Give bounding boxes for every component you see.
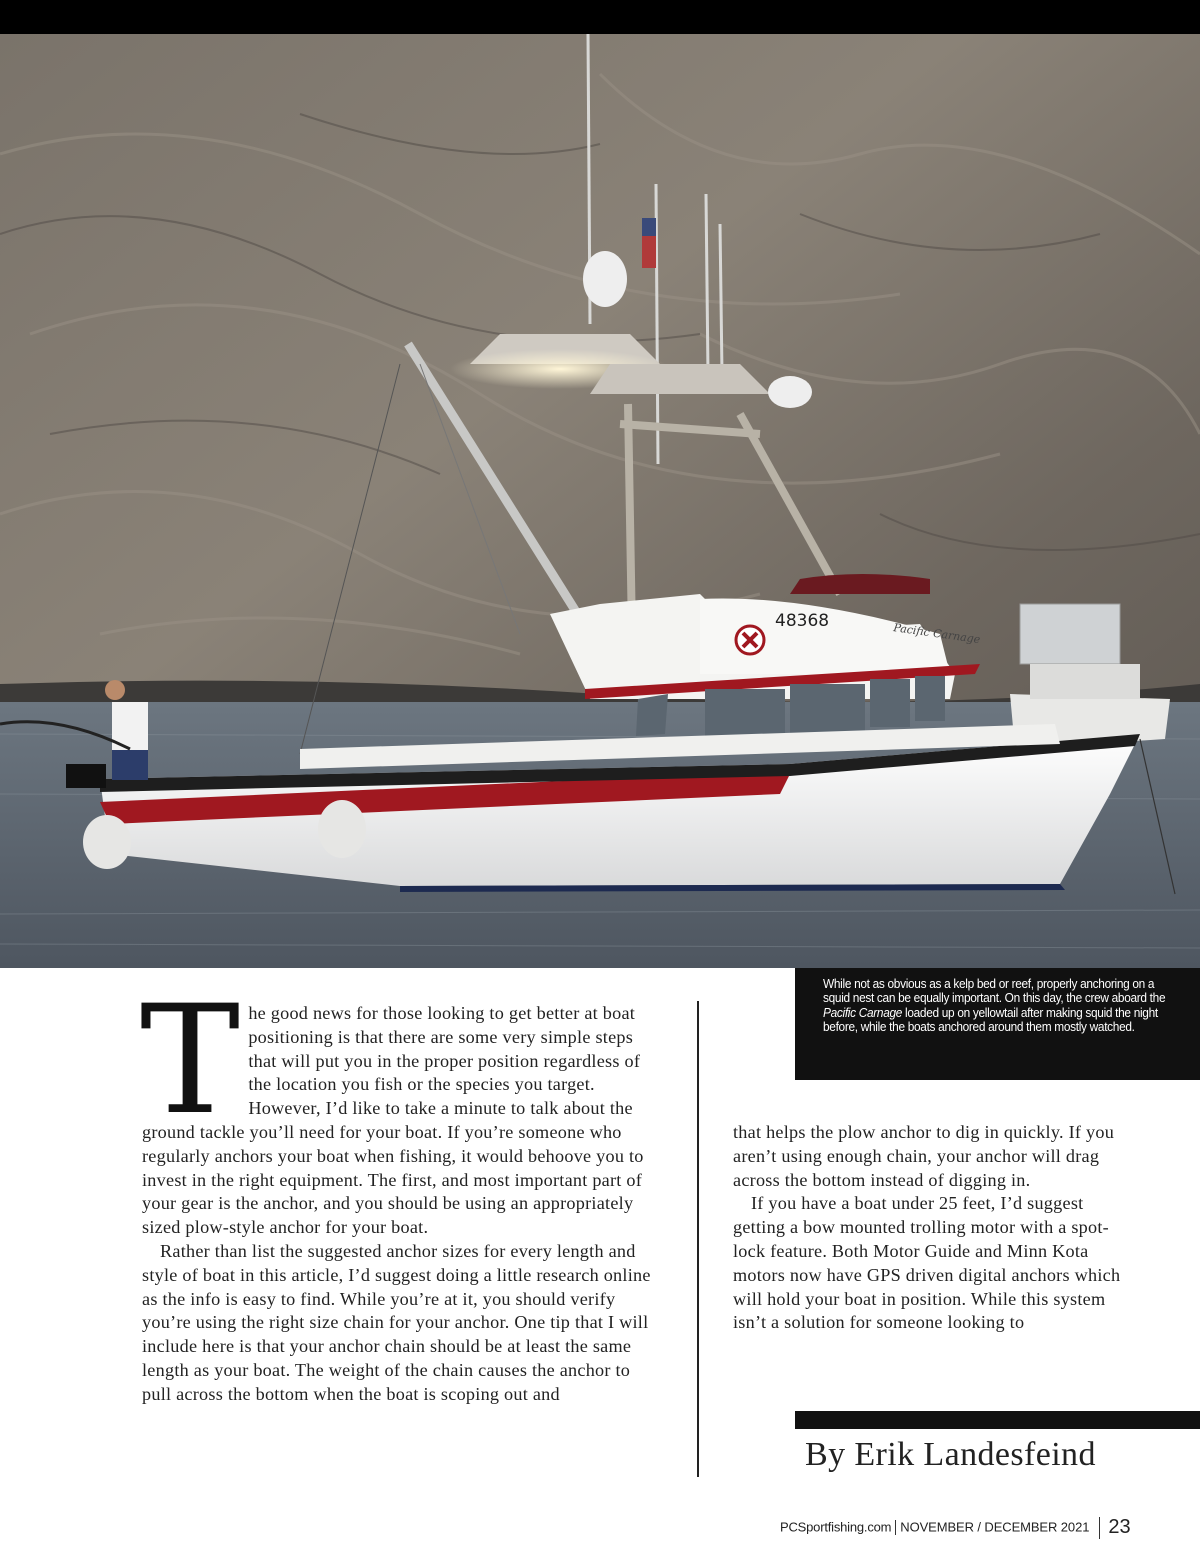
svg-text:Pacific Carnage: Pacific Carnage: [892, 621, 982, 647]
column-divider: [697, 1001, 699, 1477]
top-black-bar: [0, 0, 1200, 34]
article-paragraph-1: [140, 974, 662, 1240]
footer-separator-2: [1099, 1517, 1100, 1539]
drop-cap: T: [140, 974, 241, 1148]
footer-site: PCSportfishing.com: [780, 1519, 892, 1535]
photo-caption-text: [823, 977, 1170, 1035]
hero-photo-fishing-boat: [0, 34, 1200, 968]
article-paragraph-2: Rather than list the suggested anchor sizes for every length and style of boat in this article, I’d suggest doing a little research online as the info is easy to find. While you’re at it, you should verify you’re using the right size chain for your anchor. One tip that I will include here is that your anchor chain should be at least the same length as your boat. The weight of the chain causes the anchor to pull across the bottom when the boat is scoping out and: [142, 1240, 651, 1404]
footer-issue: NOVEMBER / DECEMBER 2021: [900, 1519, 1090, 1535]
page-footer: [780, 1516, 1131, 1539]
article-column-2: [733, 1121, 1133, 1335]
caption-boat-name: Pacific Carnage: [823, 1004, 903, 1020]
caption-part1: While not as obvious as a kelp bed or reef, properly anchoring on a squid nest can be equally important. On this day, the crew aboard the: [823, 976, 1166, 1006]
author-byline: By Erik Landesfeind: [805, 1436, 1096, 1473]
footer-separator: [895, 1520, 896, 1535]
article-paragraph-4: If you have a boat under 25 feet, I’d suggest getting a bow mounted trolling motor with a spot-lock feature. Both Motor Guide and Minn Kota motors now have GPS driven digital anchors which will hold your boat in position. While this system isn’t a solution for someone looking to: [733, 1193, 1121, 1333]
page-number: 23: [1108, 1516, 1131, 1538]
article-paragraph-1-text: he good news for those looking to get better at boat positioning is that there are some very simple steps that will put you in the proper position regardless of the location you fish or the species you target. However, I’d like to take a minute to talk about the ground tackle you’ll need for your boat. If you’re someone who regularly anchors your boat when fishing, it would behoove you to invest in the right equipment. The first, and most important part of your gear is the anchor, and you should be using an appropriately sized plow-style anchor for your boat.: [142, 1003, 644, 1238]
photo-caption: [795, 968, 1200, 1080]
svg-text:48368: 48368: [775, 611, 830, 631]
byline-bar: [795, 1411, 1200, 1429]
article-paragraph-3: that helps the plow anchor to dig in quickly. If you aren’t using enough chain, your anchor will drag across the bottom instead of digging in.: [733, 1122, 1115, 1190]
caption-part2: loaded up on yellowtail after making squid the night before, while the boats anchored around them mostly watched.: [823, 1004, 1158, 1035]
article-column-1: [140, 974, 662, 1407]
